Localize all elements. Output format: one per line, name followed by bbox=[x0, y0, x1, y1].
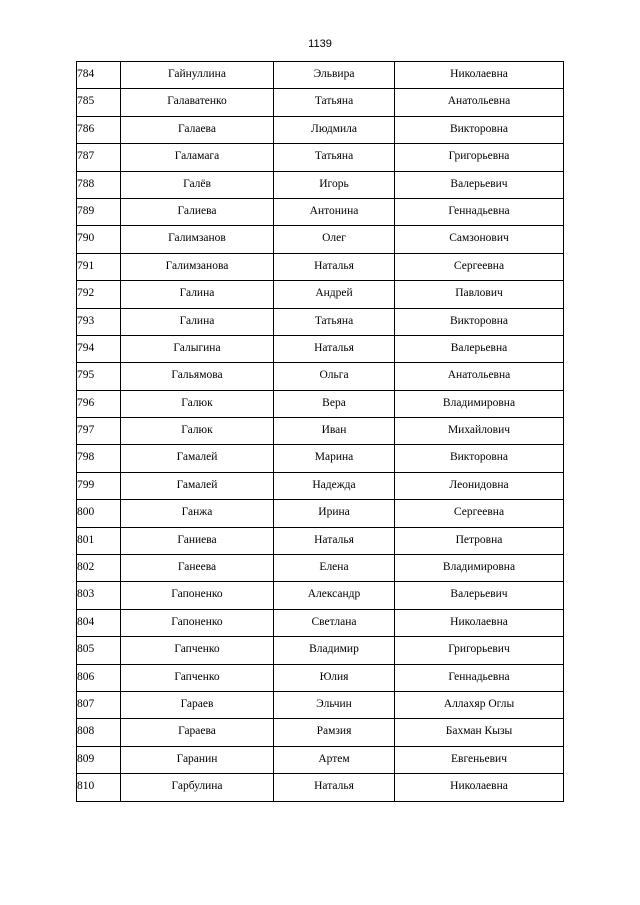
last-name-cell: Гальямова bbox=[121, 363, 274, 390]
last-name-cell: Галиева bbox=[121, 198, 274, 225]
patronymic-cell: Викторовна bbox=[395, 116, 564, 143]
last-name-cell: Гамалей bbox=[121, 472, 274, 499]
last-name-cell: Гамалей bbox=[121, 445, 274, 472]
last-name-cell: Галюк bbox=[121, 418, 274, 445]
table-row bbox=[77, 308, 564, 335]
patronymic-cell: Николаевна bbox=[395, 62, 564, 89]
first-name-cell: Татьяна bbox=[274, 89, 395, 116]
table-row bbox=[77, 418, 564, 445]
row-number-cell: 788 bbox=[77, 171, 121, 198]
first-name-cell: Иван bbox=[274, 418, 395, 445]
last-name-cell: Галимзанов bbox=[121, 226, 274, 253]
table-row bbox=[77, 527, 564, 554]
first-name-cell: Антонина bbox=[274, 198, 395, 225]
row-number-cell: 795 bbox=[77, 363, 121, 390]
last-name-cell: Гараев bbox=[121, 691, 274, 718]
last-name-cell: Галина bbox=[121, 281, 274, 308]
patronymic-cell: Григорьевна bbox=[395, 144, 564, 171]
first-name-cell: Александр bbox=[274, 582, 395, 609]
table-row bbox=[77, 281, 564, 308]
last-name-cell: Гарбулина bbox=[121, 774, 274, 801]
first-name-cell: Эльчин bbox=[274, 691, 395, 718]
table-row bbox=[77, 226, 564, 253]
patronymic-cell: Викторовна bbox=[395, 445, 564, 472]
last-name-cell: Галаватенко bbox=[121, 89, 274, 116]
table-row bbox=[77, 116, 564, 143]
row-number-cell: 805 bbox=[77, 637, 121, 664]
table-row bbox=[77, 664, 564, 691]
last-name-cell: Галыгина bbox=[121, 335, 274, 362]
last-name-cell: Галамага bbox=[121, 144, 274, 171]
last-name-cell: Гапоненко bbox=[121, 609, 274, 636]
patronymic-cell: Сергеевна bbox=[395, 253, 564, 280]
last-name-cell: Гапоненко bbox=[121, 582, 274, 609]
first-name-cell: Татьяна bbox=[274, 144, 395, 171]
patronymic-cell: Самзонович bbox=[395, 226, 564, 253]
patronymic-cell: Валерьевич bbox=[395, 171, 564, 198]
row-number-cell: 802 bbox=[77, 555, 121, 582]
table-row bbox=[77, 363, 564, 390]
patronymic-cell: Викторовна bbox=[395, 308, 564, 335]
table-row bbox=[77, 390, 564, 417]
first-name-cell: Светлана bbox=[274, 609, 395, 636]
first-name-cell: Ирина bbox=[274, 500, 395, 527]
table-row bbox=[77, 144, 564, 171]
first-name-cell: Татьяна bbox=[274, 308, 395, 335]
last-name-cell: Ганеева bbox=[121, 555, 274, 582]
table-row bbox=[77, 62, 564, 89]
patronymic-cell: Аллахяр Оглы bbox=[395, 691, 564, 718]
row-number-cell: 785 bbox=[77, 89, 121, 116]
first-name-cell: Олег bbox=[274, 226, 395, 253]
table-row bbox=[77, 746, 564, 773]
patronymic-cell: Геннадьевна bbox=[395, 198, 564, 225]
row-number-cell: 784 bbox=[77, 62, 121, 89]
patronymic-cell: Михайлович bbox=[395, 418, 564, 445]
row-number-cell: 786 bbox=[77, 116, 121, 143]
first-name-cell: Рамзия bbox=[274, 719, 395, 746]
table-row bbox=[77, 774, 564, 801]
row-number-cell: 792 bbox=[77, 281, 121, 308]
table-row bbox=[77, 253, 564, 280]
table-row bbox=[77, 171, 564, 198]
table-body bbox=[77, 62, 564, 802]
last-name-cell: Гаранин bbox=[121, 746, 274, 773]
row-number-cell: 799 bbox=[77, 472, 121, 499]
patronymic-cell: Николаевна bbox=[395, 609, 564, 636]
row-number-cell: 798 bbox=[77, 445, 121, 472]
table-row bbox=[77, 719, 564, 746]
last-name-cell: Гапченко bbox=[121, 637, 274, 664]
row-number-cell: 810 bbox=[77, 774, 121, 801]
row-number-cell: 808 bbox=[77, 719, 121, 746]
first-name-cell: Елена bbox=[274, 555, 395, 582]
patronymic-cell: Павлович bbox=[395, 281, 564, 308]
patronymic-cell: Анатольевна bbox=[395, 89, 564, 116]
last-name-cell: Ганжа bbox=[121, 500, 274, 527]
table-row bbox=[77, 691, 564, 718]
row-number-cell: 787 bbox=[77, 144, 121, 171]
row-number-cell: 803 bbox=[77, 582, 121, 609]
row-number-cell: 790 bbox=[77, 226, 121, 253]
row-number-cell: 801 bbox=[77, 527, 121, 554]
row-number-cell: 794 bbox=[77, 335, 121, 362]
first-name-cell: Наталья bbox=[274, 774, 395, 801]
first-name-cell: Людмила bbox=[274, 116, 395, 143]
table-row bbox=[77, 555, 564, 582]
first-name-cell: Эльвира bbox=[274, 62, 395, 89]
row-number-cell: 796 bbox=[77, 390, 121, 417]
first-name-cell: Юлия bbox=[274, 664, 395, 691]
first-name-cell: Владимир bbox=[274, 637, 395, 664]
table-row bbox=[77, 582, 564, 609]
first-name-cell: Марина bbox=[274, 445, 395, 472]
names-table bbox=[76, 61, 564, 802]
patronymic-cell: Николаевна bbox=[395, 774, 564, 801]
table-row bbox=[77, 609, 564, 636]
patronymic-cell: Владимировна bbox=[395, 390, 564, 417]
patronymic-cell: Геннадьевна bbox=[395, 664, 564, 691]
last-name-cell: Галимзанова bbox=[121, 253, 274, 280]
patronymic-cell: Григорьевич bbox=[395, 637, 564, 664]
row-number-cell: 809 bbox=[77, 746, 121, 773]
row-number-cell: 806 bbox=[77, 664, 121, 691]
row-number-cell: 800 bbox=[77, 500, 121, 527]
last-name-cell: Галюк bbox=[121, 390, 274, 417]
first-name-cell: Наталья bbox=[274, 335, 395, 362]
last-name-cell: Галина bbox=[121, 308, 274, 335]
last-name-cell: Галёв bbox=[121, 171, 274, 198]
first-name-cell: Игорь bbox=[274, 171, 395, 198]
table-row bbox=[77, 637, 564, 664]
patronymic-cell: Валерьевич bbox=[395, 582, 564, 609]
patronymic-cell: Владимировна bbox=[395, 555, 564, 582]
row-number-cell: 807 bbox=[77, 691, 121, 718]
row-number-cell: 804 bbox=[77, 609, 121, 636]
first-name-cell: Артем bbox=[274, 746, 395, 773]
patronymic-cell: Петровна bbox=[395, 527, 564, 554]
patronymic-cell: Валерьевна bbox=[395, 335, 564, 362]
table-row bbox=[77, 472, 564, 499]
patronymic-cell: Евгеньевич bbox=[395, 746, 564, 773]
table-row bbox=[77, 445, 564, 472]
last-name-cell: Гайнуллина bbox=[121, 62, 274, 89]
first-name-cell: Андрей bbox=[274, 281, 395, 308]
patronymic-cell: Сергеевна bbox=[395, 500, 564, 527]
last-name-cell: Ганиева bbox=[121, 527, 274, 554]
patronymic-cell: Анатольевна bbox=[395, 363, 564, 390]
row-number-cell: 789 bbox=[77, 198, 121, 225]
row-number-cell: 793 bbox=[77, 308, 121, 335]
page-number: 1139 bbox=[308, 38, 332, 50]
first-name-cell: Наталья bbox=[274, 527, 395, 554]
patronymic-cell: Бахман Кызы bbox=[395, 719, 564, 746]
table-row bbox=[77, 335, 564, 362]
row-number-cell: 791 bbox=[77, 253, 121, 280]
last-name-cell: Гапченко bbox=[121, 664, 274, 691]
first-name-cell: Ольга bbox=[274, 363, 395, 390]
row-number-cell: 797 bbox=[77, 418, 121, 445]
patronymic-cell: Леонидовна bbox=[395, 472, 564, 499]
table-row bbox=[77, 500, 564, 527]
first-name-cell: Наталья bbox=[274, 253, 395, 280]
first-name-cell: Надежда bbox=[274, 472, 395, 499]
last-name-cell: Галаева bbox=[121, 116, 274, 143]
first-name-cell: Вера bbox=[274, 390, 395, 417]
table-row bbox=[77, 198, 564, 225]
table-row bbox=[77, 89, 564, 116]
last-name-cell: Гараева bbox=[121, 719, 274, 746]
